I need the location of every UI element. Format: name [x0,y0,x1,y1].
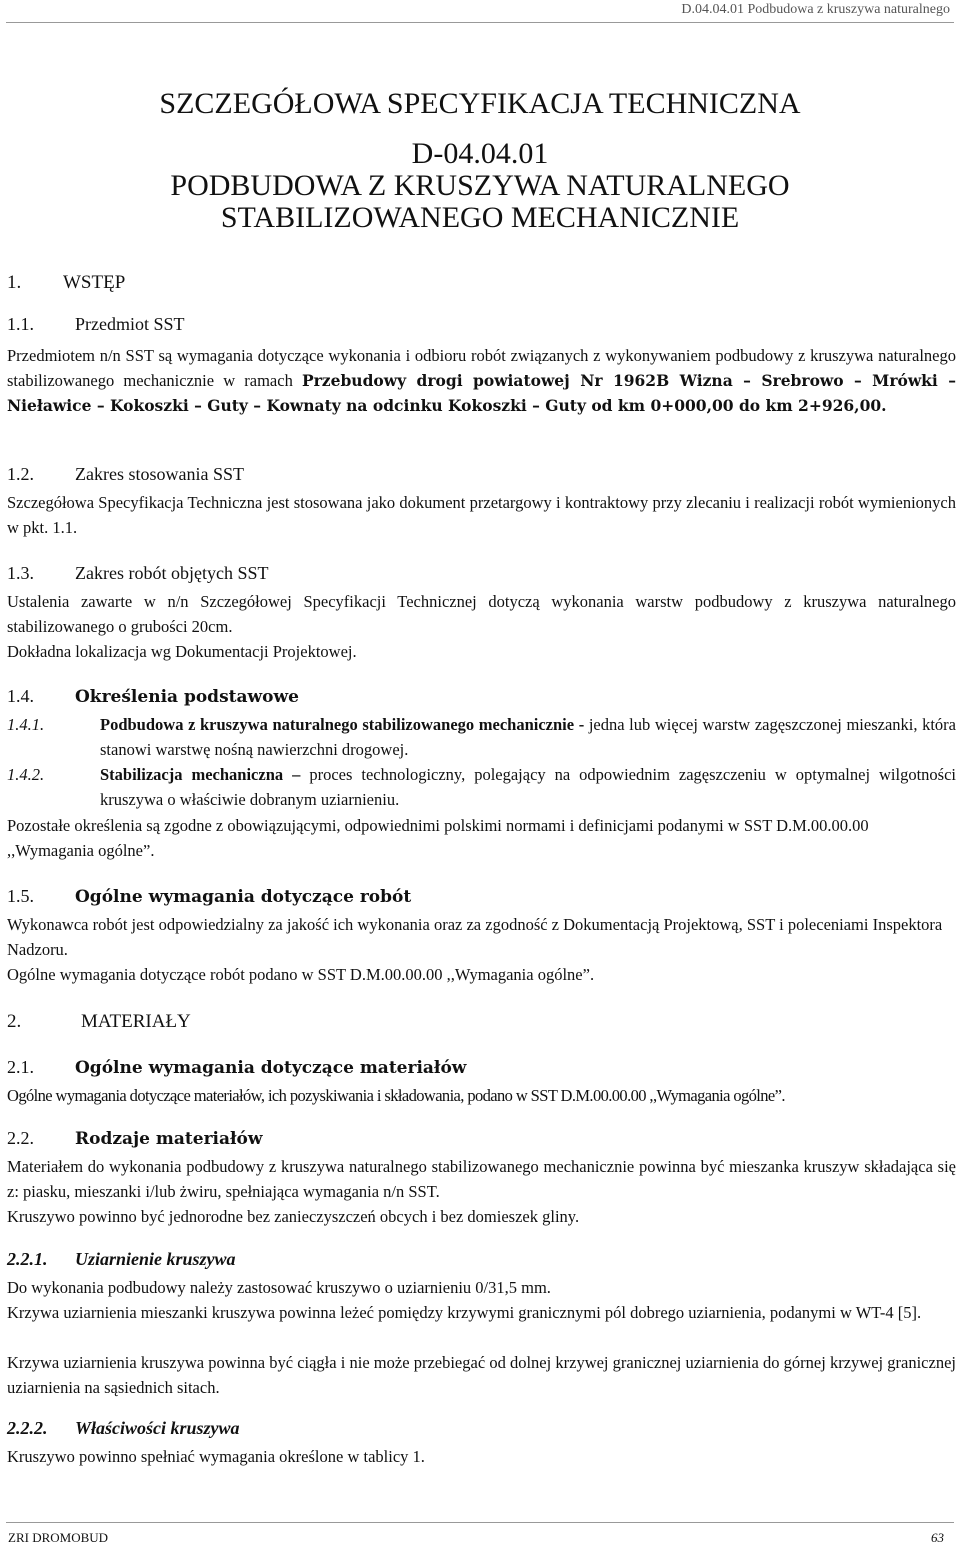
definition-1-4-1: 1.4.1. Podbudowa z kruszywa naturalnego stabilizowanego mechanicznie - jedna lub więcej warstw zagęszczonej mieszanki, która stanowi warstwę nośną nawierzchni drogowej. [7,715,957,759]
section-2-2-1-text-2: Krzywa uziarnienia mieszanki kruszywa powinna leżeć pomiędzy krzywymi granicznymi pól dobrego uziarnienia, podanymi w WT-4 [5]. [7,1303,922,1322]
section-1-5-text: Wykonawca robót jest odpowiedzialny za jakość ich wykonania oraz za zgodność z Dokumentacją Projektową, SST i poleceniami Inspektora Nadzoru. [7,915,943,959]
section-1-4-other: Pozostałe określenia są zgodne z obowiązującymi, odpowiednimi polskimi normami i definicjami podanymi w SST D.M.00.00.00 ,,Wymagania ogólne”. [7,816,869,860]
section-2-2-1-text-1: Do wykonania podbudowy należy zastosować kruszywo o uziarnieniu 0/31,5 mm. [7,1278,551,1297]
section-2-heading: 2. MATERIAŁY [7,1011,191,1032]
section-1-1-heading: 1.1. Przedmiot SST [7,314,185,334]
section-2-2-2-heading: 2.2.2. Właściwości kruszywa [7,1418,240,1438]
section-1-2-text: Szczegółowa Specyfikacja Techniczna jest stosowana jako dokument przetargowy i kontraktowy przy zlecaniu i realizacji robót wymienionych w pkt. 1.1. [7,493,956,537]
footer-company: ZRI DROMOBUD [8,1530,109,1545]
section-2-1-text: Ogólne wymagania dotyczące materiałów, ich pozyskiwania i składowania, podano w SST D.M.00.00.00 ,,Wymagania ogólne”. [7,1086,785,1105]
definition-1-4-2: 1.4.2. Stabilizacja mechaniczna – proces technologiczny, polegający na odpowiednim zagęszczeniu w optymalnej wilgotności kruszywa o właściwie dobranym uziarnieniu. [7,765,956,809]
section-1-5-general: Ogólne wymagania dotyczące robót podano w SST D.M.00.00.00 ,,Wymagania ogólne”. [7,965,595,984]
section-1-3-text: Ustalenia zawarte w n/n Szczegółowej Specyfikacji Technicznej dotyczą wykonania warstw podbudowy z kruszywa naturalnego stabilizowanego o grubości 20cm. [7,592,956,636]
section-1-2-heading: 1.2. Zakres stosowania SST [7,464,244,484]
section-1-3-location: Dokładna lokalizacja wg Dokumentacji Projektowej. [7,642,357,661]
section-1-5-heading: 1.5. Ogólne wymagania dotyczące robót [7,886,412,907]
page-number: 63 [931,1530,944,1545]
section-2-2-1-text-3: Krzywa uziarnienia kruszywa powinna być ciągła i nie może przebiegać od dolnej krzywej granicznej uziarnienia do górnej krzywej granicznej uziarnienia na sąsiednich sitach. [7,1353,956,1397]
doc-subtitle-1: PODBUDOWA Z KRUSZYWA NATURALNEGO [170,169,790,202]
section-2-2-text: Materiałem do wykonania podbudowy z kruszywa naturalnego stabilizowanego mechanicznie powinna być mieszanka kruszyw składająca się z: piasku, mieszanki i/lub żwiru, spełniająca wymagania n/n SST. [7,1157,956,1201]
section-2-2-2-text: Kruszywo powinno spełniać wymagania określone w tablicy 1. [7,1447,425,1466]
section-2-2-1-heading: 2.2.1. Uziarnienie kruszywa [7,1249,236,1269]
section-2-2-purity: Kruszywo powinno być jednorodne bez zanieczyszczeń obcych i bez domieszek gliny. [7,1207,580,1226]
section-1-4-heading: 1.4. Określenia podstawowe [7,686,299,707]
section-1-3-heading: 1.3. Zakres robót objętych SST [7,563,269,583]
doc-code: D-04.04.01 [411,137,549,170]
footer-divider [6,1522,954,1523]
running-header: D.04.04.01 Podbudowa z kruszywa naturalnego [681,2,950,17]
section-1-1-text: Przedmiotem n/n SST są wymagania dotyczące wykonania i odbioru robót związanych z wykonywaniem podbudowy z kruszywa naturalnego stabilizowanego mechanicznie w ramach Przebudowy drogi powiatowej Nr 1962B Wizna – Srebrowo – Mrówki – Nieławice – Kokoszki – Guty – Kownaty na odcinku Kokoszki – Guty od km 0+000,00 do km 2+926,00. [7,346,956,415]
header-divider [6,22,954,23]
section-2-1-heading: 2.1. Ogólne wymagania dotyczące materiałów [7,1057,467,1078]
doc-title: SZCZEGÓŁOWA SPECYFIKACJA TECHNICZNA [159,87,801,120]
section-2-2-heading: 2.2. Rodzaje materiałów [7,1128,263,1149]
section-1-heading: 1. WSTĘP [7,272,126,293]
doc-subtitle-2: STABILIZOWANEGO MECHANICZNIE [220,201,740,234]
